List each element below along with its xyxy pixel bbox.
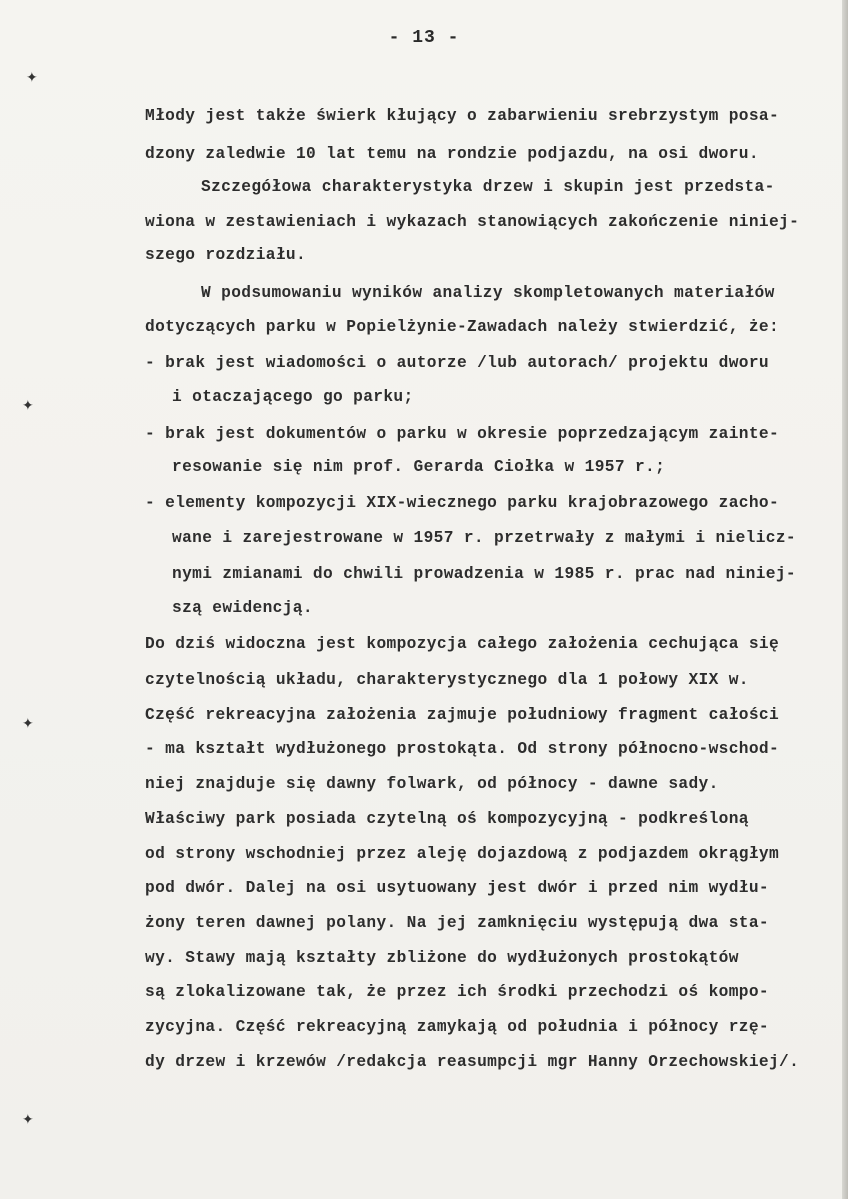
text-line: dy drzew i krzewów /redakcja reasumpcji mgr Hanny Orzechowskiej/. [145,1053,800,1071]
text-line: - brak jest wiadomości o autorze /lub autorach/ projektu dworu [145,354,769,372]
punch-mark: ✦ [22,398,34,414]
text-line: są zlokalizowane tak, że przez ich środki przechodzi oś kompo- [145,983,769,1001]
text-line: Młody jest także świerk kłujący o zabarwieniu srebrzystym posa- [145,107,780,125]
text-line: resowanie się nim prof. Gerarda Ciołka w 1957 r.; [172,458,666,476]
text-line: niej znajduje się dawny folwark, od północy - dawne sady. [145,775,719,793]
text-line: zycyjna. Część rekreacyjną zamykają od południa i północy rzę- [145,1018,769,1036]
page-number: - 13 - [388,28,460,48]
punch-mark: ✦ [22,716,34,732]
text-line: od strony wschodniej przez aleję dojazdową z podjazdem okrągłym [145,845,780,863]
page-edge [842,0,848,1199]
text-line: wane i zarejestrowane w 1957 r. przetrwały z małymi i nielicz- [172,529,796,547]
text-line: Właściwy park posiada czytelną oś kompozycyjną - podkreśloną [145,810,749,828]
text-line: czytelnością układu, charakterystycznego dla 1 połowy XIX w. [145,671,749,689]
text-line: szego rozdziału. [145,246,307,264]
text-line: żony teren dawnej polany. Na jej zamknięciu występują dwa sta- [145,914,769,932]
punch-mark: ✦ [26,70,38,86]
text-line: Do dziś widoczna jest kompozycja całego założenia cechująca się [145,635,780,653]
text-line: - elementy kompozycji XIX-wiecznego parku krajobrazowego zacho- [145,494,780,512]
text-line: nymi zmianami do chwili prowadzenia w 1985 r. prac nad niniej- [172,565,796,583]
text-line: W podsumowaniu wyników analizy skompletowanych materiałów [201,284,775,302]
text-line: Szczegółowa charakterystyka drzew i skupin jest przedsta- [201,178,775,196]
text-line: Część rekreacyjna założenia zajmuje południowy fragment całości [145,706,780,724]
text-line: dotyczących parku w Popielżynie-Zawadach należy stwierdzić, że: [145,318,780,336]
text-line: pod dwór. Dalej na osi usytuowany jest dwór i przed nim wydłu- [145,879,769,897]
text-line: wiona w zestawieniach i wykazach stanowiących zakończenie niniej- [145,213,800,231]
text-line: szą ewidencją. [172,599,313,617]
text-line: dzony zaledwie 10 lat temu na rondzie podjazdu, na osi dworu. [145,145,759,163]
text-line: - brak jest dokumentów o parku w okresie poprzedzającym zainte- [145,425,780,443]
text-line: wy. Stawy mają kształty zbliżone do wydłużonych prostokątów [145,949,739,967]
text-line: - ma kształt wydłużonego prostokąta. Od strony północno-wschod- [145,740,780,758]
text-line: i otaczającego go parku; [172,388,414,406]
punch-mark: ✦ [22,1112,34,1128]
